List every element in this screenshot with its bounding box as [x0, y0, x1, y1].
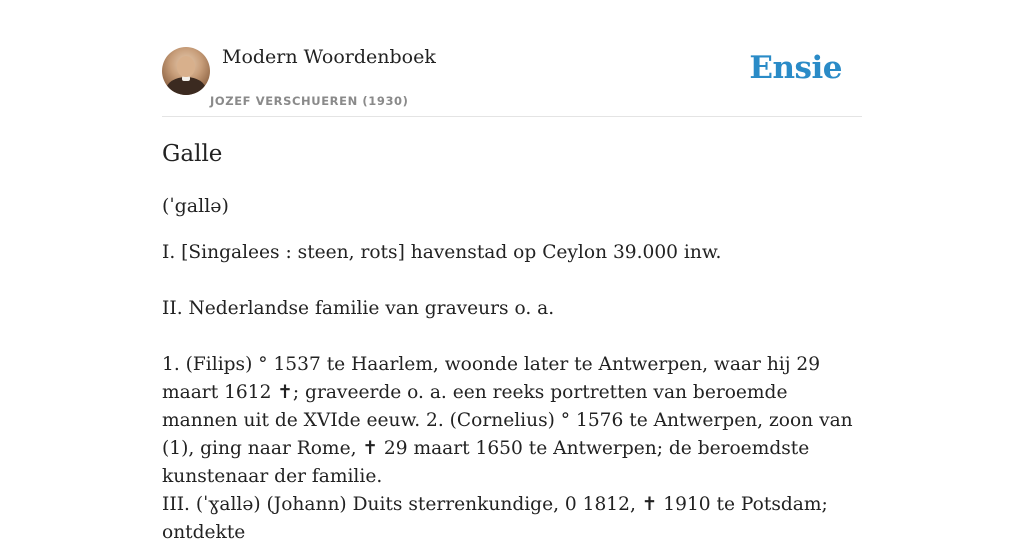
book-title[interactable]: Modern Woordenboek [222, 46, 436, 68]
definition-paragraph: 1. (Filips) ° 1537 te Haarlem, woonde later te Antwerpen, waar hij 29 maart 1612 ✝; graveerde o. a. een reeks portretten van beroemde mannen uit de XVIde eeuw. 2. (Cornelius) ° 1576 te Antwerpen, zoon van (1), ging naar Rome, ✝ 29 maart 1650 te Antwerpen; de beroemdste kunstenaar der familie. [162, 354, 853, 487]
entry-pronunciation: (ˈgallə) [162, 195, 229, 217]
page [162, 0, 862, 543]
entry-title: Galle [162, 141, 223, 167]
author-name[interactable]: JOZEF VERSCHUEREN (1930) [210, 94, 409, 108]
definition-paragraph: III. (ˈɣallə) (Johann) Duits sterrenkundige, 0 1812, ✝ 1910 te Potsdam; ontdekte [162, 494, 828, 543]
author-avatar[interactable] [162, 47, 210, 95]
header [162, 0, 862, 117]
avatar-face [177, 56, 195, 77]
definition-paragraph: I. [Singalees : steen, rots] havenstad op Ceylon 39.000 inw. [162, 242, 722, 263]
definition-paragraph: II. Nederlandse familie van graveurs o. a. [162, 298, 555, 319]
brand-logo[interactable]: Ensie [749, 50, 842, 86]
